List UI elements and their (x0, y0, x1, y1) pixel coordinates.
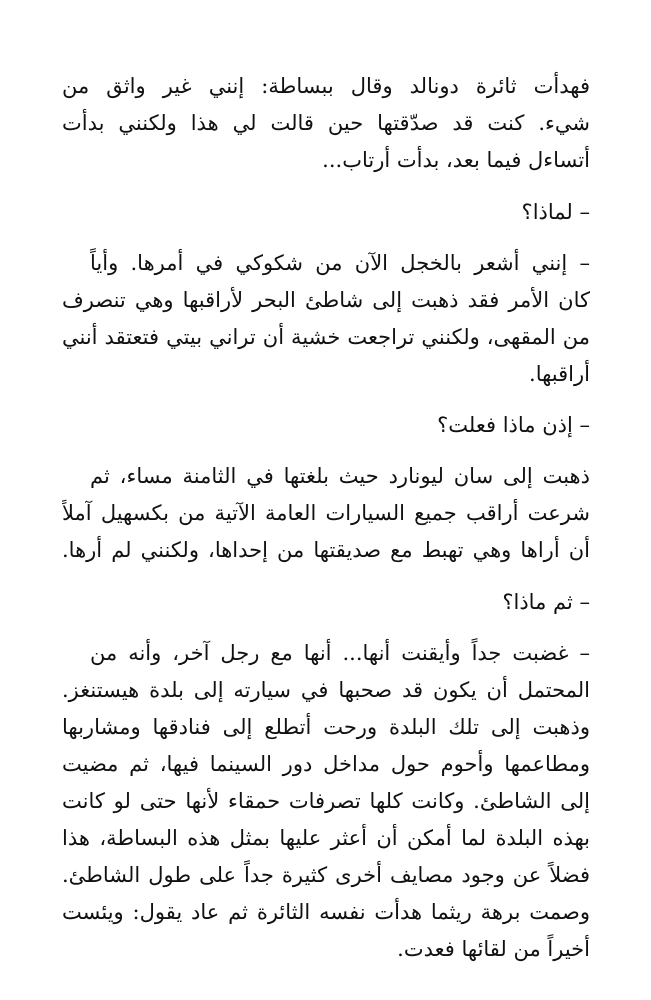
text-line: بهذه البلدة لما أمكن أن أعثر عليها بمثل هذه البساطة، هذا (62, 826, 590, 850)
text-line: شيء. كنت قد صدّقتها حين قالت لي هذا ولكنني بدأت (62, 111, 590, 135)
text-line: إلى الشاطئ. وكانت كلها تصرفات حمقاء لأنها حتى لو كانت (62, 789, 590, 813)
dialog-line: – ثم ماذا؟ (502, 590, 590, 614)
text-line: ذهبت إلى سان ليونارد حيث بلغتها في الثامنة مساء، ثم (90, 464, 590, 488)
text-line: المحتمل أن يكون قد صحبها في سيارته إلى بلدة هيستنغز. (62, 678, 590, 702)
text-line: أتساءل فيما بعد، بدأت أرتاب... (322, 148, 590, 172)
text-line: وذهبت إلى تلك البلدة ورحت أتطلع إلى فنادقها ومشاربها (62, 715, 590, 739)
book-page (62, 0, 590, 1000)
text-line: ومطاعمها وأحوم حول مداخل دور السينما فيها، ثم مضيت (62, 752, 590, 776)
dialog-line: – لماذا؟ (521, 200, 590, 224)
text-line: أخيراً من لقائها فعدت. (397, 937, 590, 961)
text-line: – غضبت جداً وأيقنت أنها... أنها مع رجل آخر، وأنه من (90, 641, 590, 665)
text-line: أن أراها وهي تهبط مع صديقتها من إحداها، ولكنني لم أرها. (62, 538, 590, 562)
dialog-line: – إذن ماذا فعلت؟ (437, 413, 590, 437)
text-line: شرعت أراقب جميع السيارات العامة الآتية من بكسهيل آملاً (62, 501, 590, 525)
text-line: كان الأمر فقد ذهبت إلى شاطئ البحر لأراقبها وهي تنصرف (62, 288, 590, 312)
text-line: فضلاً عن وجود مصايف أخرى كثيرة جداً على طول الشاطئ. (62, 863, 590, 887)
text-line: وصمت برهة ريثما هدأت نفسه الثائرة ثم عاد يقول: ويئست (62, 900, 590, 924)
text-line: أراقبها. (529, 362, 590, 386)
text-line: – إنني أشعر بالخجل الآن من شكوكي في أمرها. وأياً (90, 251, 590, 275)
text-line: من المقهى، ولكنني تراجعت خشية أن تراني بيتي فتعتقد أنني (62, 325, 590, 349)
text-line: فهدأت ثائرة دونالد وقال ببساطة: إنني غير واثق من (62, 74, 590, 98)
